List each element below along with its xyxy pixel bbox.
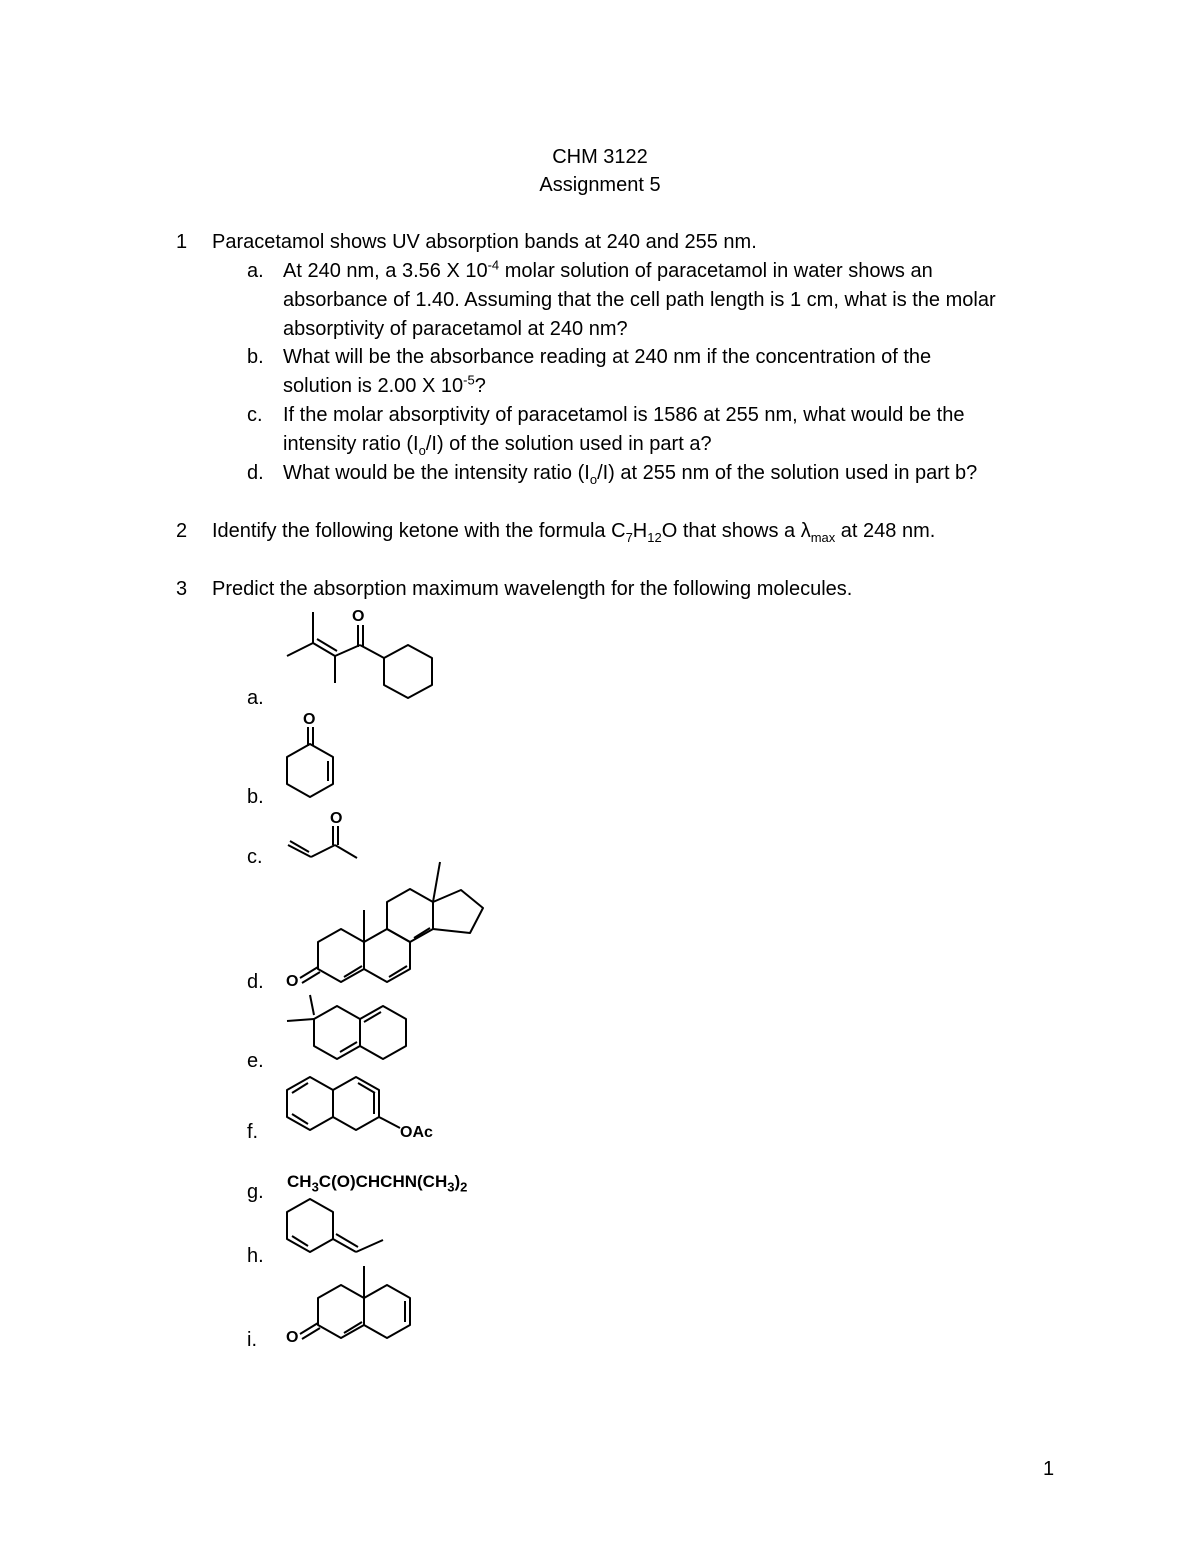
q1-d-label: d.	[247, 462, 264, 484]
question-2-text: Identify the following ketone with the formula $C_7H_{12}O$ that shows a $\lambda_{max}$ at 248 nm.	[212, 520, 936, 545]
q1-c-line1: If the molar absorptivity of paracetamol is 1586 at 255 nm, what would be the	[283, 404, 965, 426]
q3-e-label: e.	[247, 1050, 264, 1072]
q1-c-line2: intensity ratio $(I_o/I)$ of the solution used in part a?	[283, 433, 712, 458]
q1-b-label: b.	[247, 346, 264, 368]
question-1-number: 1	[176, 231, 188, 253]
q3-f-label: f.	[247, 1121, 259, 1143]
page-number: 1	[1043, 1458, 1055, 1480]
q3-g-label: g.	[247, 1181, 264, 1203]
question-3-number: 3	[176, 578, 188, 600]
molecule-f	[287, 1077, 433, 1141]
molecule-d	[286, 862, 483, 990]
q1-d-line1: What would be the intensity ratio $(I_o/I)$ at 255 nm of the solution used in part b?	[283, 462, 978, 487]
q1-c-label: c.	[247, 404, 263, 426]
q1-a-line3: absorptivity of paracetamol at 240 nm?	[283, 318, 628, 340]
q3-a-label: a.	[247, 687, 264, 709]
molecule-g-formula: $CH_3C(O)CHCHN(CH_3)_2$	[287, 1172, 468, 1195]
molecule-d-oxygen: O	[286, 973, 299, 990]
molecule-b	[287, 711, 333, 797]
q3-i-label: i.	[247, 1329, 257, 1351]
molecule-i-oxygen: O	[286, 1329, 299, 1346]
molecule-a	[287, 608, 432, 698]
q1-b-line1: What will be the absorbance reading at 240 nm if the concentration of the	[283, 346, 932, 368]
assignment-title: Assignment 5	[539, 174, 661, 196]
course-title: CHM 3122	[552, 146, 648, 168]
q1-a-line2: absorbance of 1.40. Assuming that the cell path length is 1 cm, what is the molar	[283, 289, 996, 311]
q1-a-label: a.	[247, 260, 264, 282]
molecule-f-oac: OAc	[400, 1124, 433, 1141]
question-3-text: Predict the absorption maximum wavelength for the following molecules.	[212, 578, 853, 600]
molecule-h	[287, 1199, 383, 1252]
question-2-number: 2	[176, 520, 188, 542]
q3-c-label: c.	[247, 846, 263, 868]
molecule-c	[288, 810, 357, 858]
q1-a-line1: At 240 nm, a 3.56 X $10^{-4}$ molar solution of paracetamol in water shows an	[283, 257, 933, 282]
q3-b-label: b.	[247, 786, 264, 808]
molecule-e	[287, 995, 406, 1059]
molecule-b-oxygen: O	[303, 711, 316, 728]
molecule-c-oxygen: O	[330, 810, 343, 827]
question-1-text: Paracetamol shows UV absorption bands at 240 and 255 nm.	[212, 231, 757, 253]
q3-h-label: h.	[247, 1245, 264, 1267]
q1-b-line2: solution is 2.00 X $10^{-5}$?	[283, 372, 486, 397]
molecule-a-oxygen: O	[352, 608, 365, 625]
q3-d-label: d.	[247, 971, 264, 993]
molecule-i	[286, 1266, 410, 1346]
